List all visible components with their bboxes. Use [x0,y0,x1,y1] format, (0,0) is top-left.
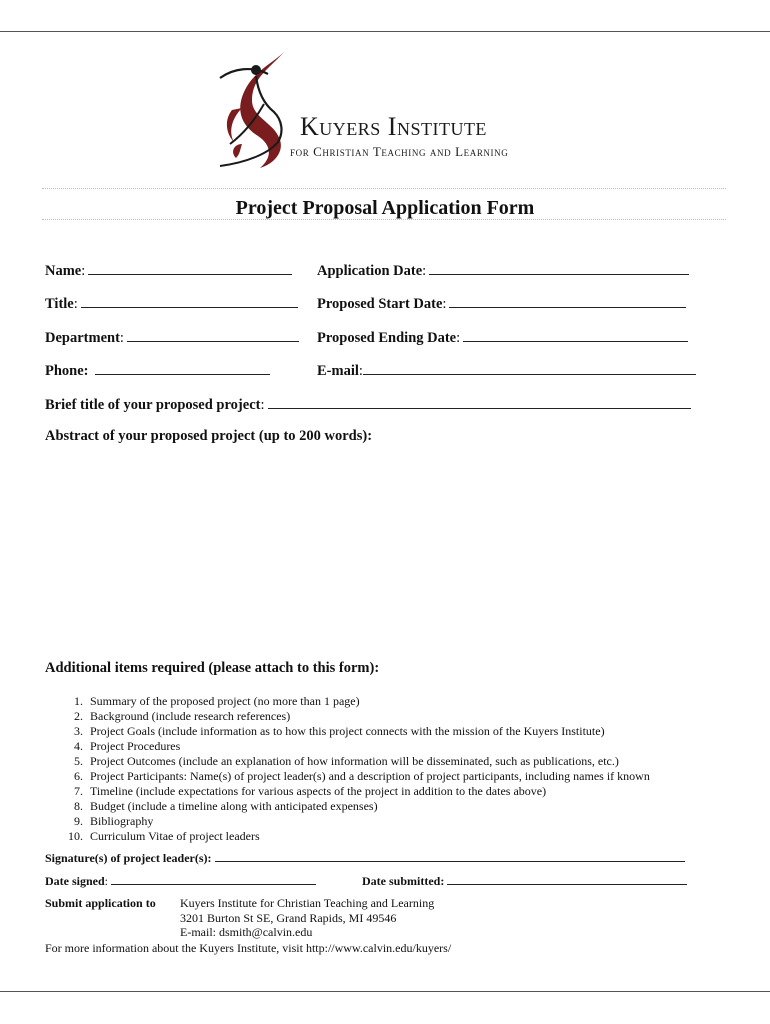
top-rule [0,31,770,32]
proposed-ending-date-label: Proposed Ending Date [317,330,457,346]
name-input-line[interactable] [88,260,292,275]
email-label: E-mail [317,363,359,379]
flame-figure-icon [212,48,302,170]
date-signed-input-line[interactable] [111,873,316,885]
list-item: 2. Background (include research references) [74,709,291,723]
brief-title-field[interactable]: Brief title of your proposed project: [45,394,691,414]
submit-label: Submit application to [45,896,156,910]
phone-field[interactable] [45,360,270,380]
list-item: 3. Project Goals (include information as to how this project connects with the mission of the Kuyers Institute) [74,724,605,738]
phone-label: Phone: [45,363,89,379]
proposed-start-date-label: Proposed Start Date [317,296,443,312]
title-field[interactable]: Title: [45,293,298,313]
kuyers-logo [212,48,572,170]
signature-label: Signature(s) of project leader(s): [45,851,212,865]
required-items-list [45,694,650,844]
name-label: Name [45,263,82,279]
proposed-start-date-field[interactable]: Proposed Start Date: [317,293,686,313]
date-submitted-input-line[interactable] [447,873,687,885]
additional-items-label: Additional items required (please attach to this form): [45,660,380,676]
list-item: 6. Project Participants: Name(s) of project leader(s) and a description of project participants, including names if known [74,769,650,783]
email-input-line[interactable] [363,360,696,375]
department-input-line[interactable] [127,327,299,342]
signature-input-line[interactable] [215,850,685,862]
email-field[interactable]: E-mail: [317,360,696,380]
logo-name: Kuyers Institute [300,112,487,141]
department-field[interactable]: Department: [45,327,299,347]
brief-title-label: Brief title of your proposed project [45,397,261,413]
proposed-start-date-input-line[interactable] [449,293,686,308]
name-field[interactable]: Name: [45,260,292,280]
bottom-rule [0,991,770,992]
application-date-field[interactable]: Application Date: [317,260,689,280]
date-signed-label: Date signed [45,874,105,888]
application-date-label: Application Date [317,263,423,279]
list-item: 5. Project Outcomes (include an explanation of how information will be disseminated, such as publications, etc.) [74,754,619,768]
address-line: E-mail: dsmith@calvin.edu [180,925,313,939]
date-submitted-label: Date submitted: [362,874,445,888]
list-item: 4. Project Procedures [74,739,181,753]
phone-input-line[interactable] [95,360,270,375]
list-item: 7. Timeline (include expectations for various aspects of the project in addition to the dates above) [74,784,547,798]
abstract-label: Abstract of your proposed project (up to 200 words): [45,428,373,444]
brief-title-input-line[interactable] [268,394,691,409]
signature-field[interactable] [45,850,685,866]
department-label: Department [45,330,120,346]
title-label: Title [45,296,74,312]
submit-address [180,896,434,940]
proposed-ending-date-input-line[interactable] [463,327,688,342]
title-input-line[interactable] [81,293,298,308]
address-line: 3201 Burton St SE, Grand Rapids, MI 49546 [180,910,397,925]
list-item: 1. Summary of the proposed project (no more than 1 page) [74,694,360,708]
logo-subtitle: for Christian Teaching and Learning [290,144,509,159]
date-signed-field[interactable]: Date signed: [45,873,316,889]
list-item: 9. Bibliography [74,814,154,828]
proposed-ending-date-field[interactable]: Proposed Ending Date: [317,327,688,347]
list-item: 8. Budget (include a timeline along with anticipated expenses) [74,799,378,813]
page-title: Project Proposal Application Form [235,197,535,219]
more-info-text: For more information about the Kuyers Institute, visit http://www.calvin.edu/kuyers/ [45,941,452,955]
address-line: Kuyers Institute for Christian Teaching and Learning [180,896,435,910]
list-item: 10. Curriculum Vitae of project leaders [68,829,260,843]
abstract-area[interactable] [45,450,700,650]
date-submitted-field[interactable] [362,873,687,889]
application-date-input-line[interactable] [429,260,689,275]
